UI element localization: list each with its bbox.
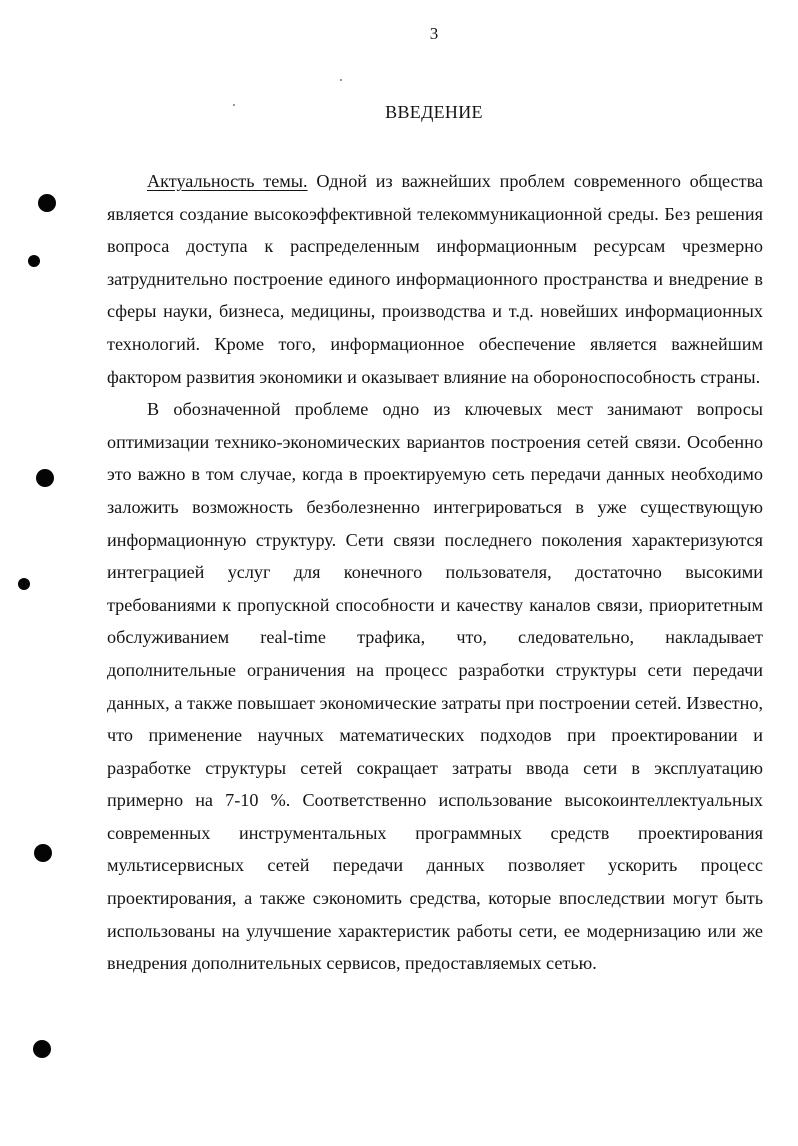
page-number: 3 bbox=[429, 24, 439, 43]
page-title: ВВЕДЕНИЕ bbox=[385, 102, 483, 122]
section-label: Актуальность темы. bbox=[147, 171, 308, 191]
body-text bbox=[107, 165, 763, 980]
punch-hole bbox=[36, 469, 54, 487]
paragraph-relevance-text: Одной из важнейших проблем современного общества является создание высокоэффективной телекоммуникационной среды. Без решения вопроса доступа к распределенным информационным ресурсам чрезмерно затруднительно построение единого информационного пространства и внедрение в сферы науки, бизнеса, медицины, производства и т.д. новейших информационных технологий. Кроме того, информационное обеспечение является важнейшим фактором развития экономики и оказывает влияние на обороноспособность страны. bbox=[107, 171, 763, 387]
punch-hole bbox=[38, 194, 56, 212]
punch-hole bbox=[34, 844, 52, 862]
punch-hole bbox=[28, 255, 40, 267]
punch-hole bbox=[18, 578, 30, 590]
paragraph-problem: В обозначенной проблеме одно из ключевых мест занимают вопросы оптимизации технико-экономических вариантов построения сетей связи. Особенно это важно в том случае, когда в проектируемую сеть передачи данных необходимо заложить возможность безболезненно интегрироваться в уже существующую информационную структуру. Сети связи последнего поколения характеризуются интеграцией услуг для конечного пользователя, достаточно высокими требованиями к пропускной способности и качеству каналов связи, приоритетным обслуживанием real-time трафика, что, следовательно, накладывает дополнительные ограничения на процесс разработки структуры сети передачи данных, а также повышает экономические затраты при построении сетей. Известно, что применение научных математических подходов при проектировании и разработке структуры сетей сокращает затраты ввода сети в эксплуатацию примерно на 7-10 %. Соответственно использование высокоинтеллектуальных современных инструментальных программных средств проектирования мультисервисных сетей передачи данных позволяет ускорить процесс проектирования, а также сэкономить средства, которые впоследствии могут быть использованы на улучшение характеристик работы сети, ее модернизацию или же внедрения дополнительных сервисов, предоставляемых сетью. bbox=[107, 399, 763, 974]
scan-speck bbox=[233, 104, 235, 106]
paragraph-relevance bbox=[107, 165, 763, 393]
scan-speck bbox=[340, 79, 342, 81]
punch-hole bbox=[33, 1040, 51, 1058]
